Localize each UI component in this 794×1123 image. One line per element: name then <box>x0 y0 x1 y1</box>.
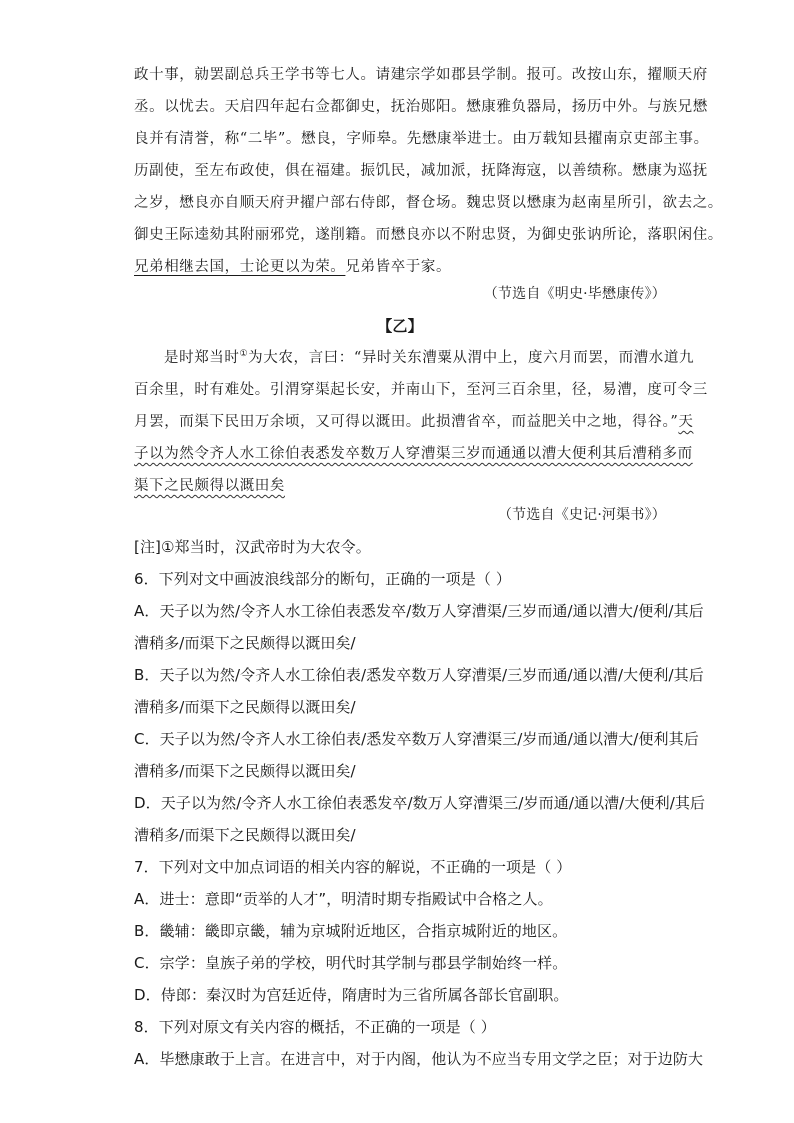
passage-line: 百余里，时有难处。引渭穿渠起长安，并南山下，至河三百余里，径，易漕，度可令三 <box>134 382 708 398</box>
wavy-underlined-text: 天 <box>678 414 694 430</box>
passage-line <box>134 406 694 438</box>
passage-line <box>134 470 666 502</box>
q6-option-b-cont: 漕稍多/而渠下之民颇得以溉田矣/ <box>134 698 356 716</box>
question-7-stem: 7．下列对文中加点词语的相关内容的解说，不正确的一项是（ ） <box>134 858 572 876</box>
q7-option-d[interactable]: D．侍郎：秦汉时为宫廷近侍，隋唐时为三省所属各部长官副职。 <box>134 986 569 1004</box>
source-citation-jia: （节选自《明史·毕懋康传》） <box>483 286 666 302</box>
passage-jia <box>134 59 723 283</box>
passage-line: 历副使，至左布政使，俱在福建。振饥民，减加派，抚降海寇，以善绩称。懋康为巡抚 <box>134 163 708 179</box>
footnote: [注]①郑当时，汉武帝时为大农令。 <box>134 538 371 556</box>
section-heading-yi: 【乙】 <box>377 317 423 335</box>
sentence-rest: 兄弟皆卒于家。 <box>345 259 452 275</box>
q6-option-c-cont: 漕稍多/而渠下之民颇得以溉田矣/ <box>134 762 356 780</box>
q6-option-a[interactable]: A．天子以为然/令齐人水工徐伯表悉发卒/数万人穿漕渠/三岁而通/通以漕大/便利/其后 <box>134 602 704 620</box>
passage-line: 之岁，懋良亦自顺天府尹擢户部右侍郎，督仓场。魏忠贤以懋康为赵南星所引，欲去之。 <box>134 195 723 211</box>
q8-option-a[interactable]: A．毕懋康敢于上言。在进言中，对于内阁，他认为不应当专用文学之臣；对于边防大 <box>134 1050 704 1068</box>
question-8-stem: 8．下列对原文有关内容的概括，不正确的一项是（ ） <box>134 1018 496 1036</box>
passage-line: 良并有清誉，称“二毕”。懋良，字师皋。先懋康举进士。由万载知县擢南京吏部主事。 <box>134 131 709 147</box>
passage-line <box>134 342 695 374</box>
passage-line: 御史王际逵劾其附丽邪党，遂削籍。而懋良亦以不附忠贤，为御史张讷所论，落职闲住。 <box>134 227 723 243</box>
q6-option-c[interactable]: C．天子以为然/令齐人水工徐伯表/悉发卒数万人穿漕渠三/岁而通/通以漕大/便利其后 <box>134 730 699 748</box>
q7-option-c[interactable]: C．宗学：皇族子弟的学校，明代时其学制与郡县学制始终一样。 <box>134 954 568 972</box>
footnote-marker: ① <box>239 349 249 359</box>
passage-line <box>134 438 693 470</box>
wavy-underlined-text: 子以为然令齐人水工徐伯表悉发卒数万人穿漕渠三岁而通通以漕大便利其后漕稍多而 <box>134 446 693 462</box>
passage-text: 月罢，而渠下民田万余顷，又可得以溉田。此损漕省卒，而益肥关中之地，得谷。” <box>134 414 679 430</box>
passage-text: 为大农，言曰：“异时关东漕粟从渭中上，度六月而罢，而漕水道九 <box>248 350 695 366</box>
question-6-stem: 6．下列对文中画波浪线部分的断句，正确的一项是（ ） <box>134 570 511 588</box>
passage-line: 政十事，勍罢副总兵王学书等七人。请建宗学如郡县学制。报可。改按山东，擢顺天府 <box>134 67 708 83</box>
q6-option-a-cont: 漕稍多/而渠下之民颇得以溉田矣/ <box>134 634 356 652</box>
wavy-underlined-text: 渠下之民颇得以溉田矣 <box>134 478 285 494</box>
source-citation-yi: （节选自《史记·河渠书》） <box>497 507 666 523</box>
passage-yi <box>134 342 708 502</box>
q6-option-b[interactable]: B．天子以为然/令齐人水工徐伯表/悉发卒数万人穿漕渠/三岁而通/通以漕/大便利/其后 <box>134 666 704 684</box>
q6-option-d[interactable]: D．天子以为然/令齐人水工徐伯表悉发卒/数万人穿漕渠三/岁而通/通以漕/大便利/其后 <box>134 794 706 812</box>
passage-line: 丞。以忧去。天启四年起右佥都御史，抚治郧阳。懋康雅负器局，扬历中外。与族兄懋 <box>134 99 708 115</box>
q7-option-a[interactable]: A．进士：意即“贡举的人才”，明清时期专指殿试中合格之人。 <box>134 890 553 908</box>
q7-option-b[interactable]: B．畿辅：畿即京畿，辅为京城附近地区，合指京城附近的地区。 <box>134 922 568 940</box>
q6-option-d-cont: 漕稍多/而渠下之民颇得以溉田矣/ <box>134 826 356 844</box>
questions <box>134 531 706 1075</box>
underlined-sentence: 兄弟相继去国，士论更以为荣。 <box>134 259 346 275</box>
passage-text: 是时郑当时 <box>164 350 240 366</box>
